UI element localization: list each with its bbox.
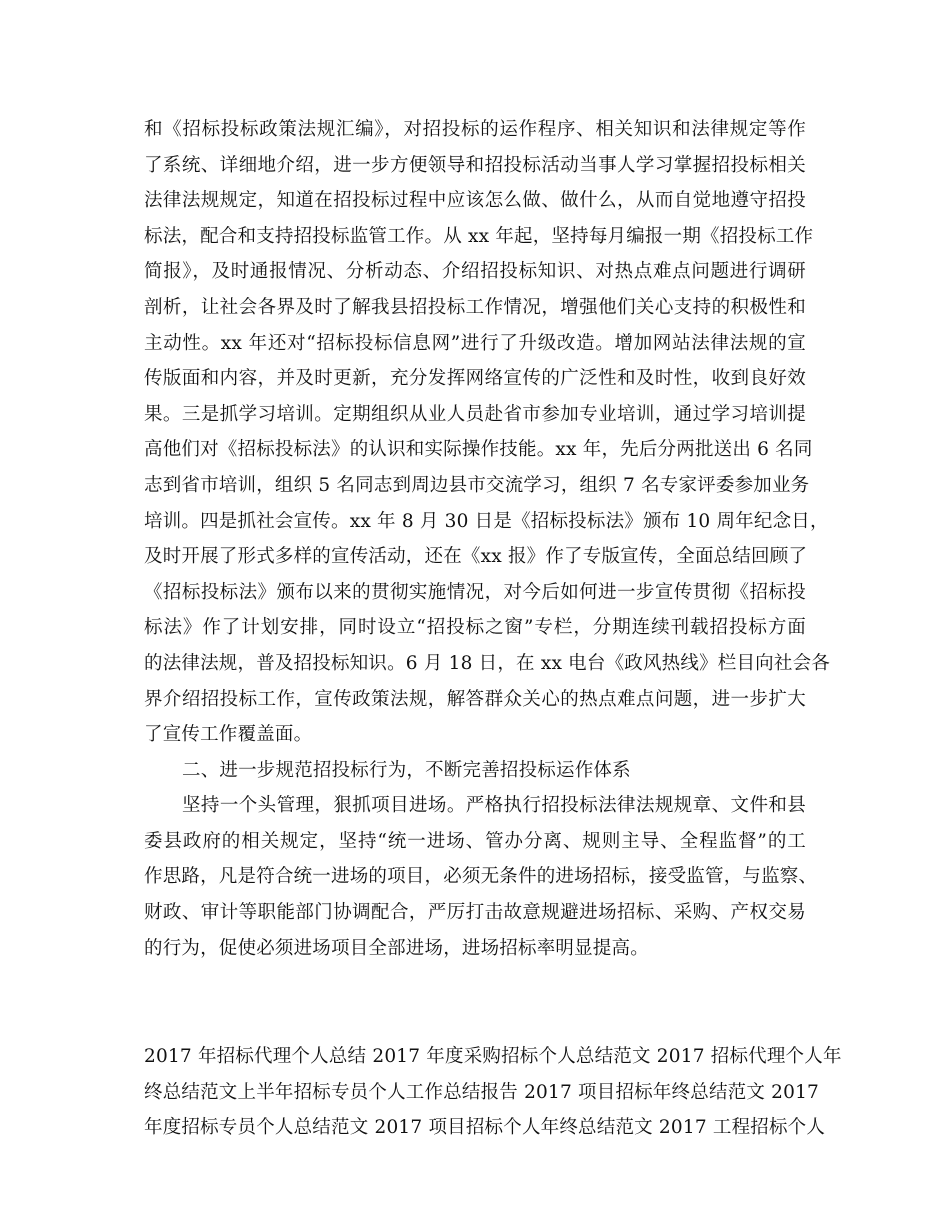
body-line: 标法》作了计划安排，同时设立“招投标之窗”专栏，分期连续刊载招投标方面 — [144, 617, 806, 639]
body-line: 果。三是抓学习培训。定期组织从业人员赴省市参加专业培训，通过学习培训提 — [144, 403, 806, 425]
body-line: 了系统、详细地介绍，进一步方便领导和招投标活动当事人学习掌握招投标相关 — [144, 154, 806, 176]
document-body — [144, 112, 830, 966]
body-line: 界介绍招投标工作，宣传政策法规，解答群众关心的热点难点问题，进一步扩大 — [144, 688, 806, 710]
section-line: 坚持一个头管理，狠抓项目进场。严格执行招投标法律法规规章、文件和县 — [182, 795, 806, 817]
body-line: 志到省市培训，组织 5 名同志到周边县市交流学习，组织 7 名专家评委参加业务 — [144, 474, 810, 496]
section-line: 委县政府的相关规定，坚持“统一进场、管办分离、规则主导、全程监督”的工 — [144, 830, 806, 852]
body-line: 简报》，及时通报情况、分析动态、介绍招投标知识、对热点难点问题进行调研 — [144, 261, 806, 283]
body-line: 的法律法规，普及招投标知识。6 月 18 日，在 xx 电台《政风热线》栏目向社会各 — [144, 652, 830, 674]
body-line: 及时开展了形式多样的宣传活动，还在《xx 报》作了专版宣传，全面总结回顾了 — [144, 546, 808, 568]
body-line: 了宣传工作覆盖面。 — [144, 724, 313, 746]
body-line: 《招标投标法》颁布以来的贯彻实施情况，对今后如何进一步宣传贯彻《招标投 — [144, 581, 806, 603]
body-line: 高他们对《招标投标法》的认识和实际操作技能。xx 年，先后分两批送出 6 名同 — [144, 439, 813, 461]
body-line: 剖析，让社会各界及时了解我县招投标工作情况，增强他们关心支持的积极性和 — [144, 296, 806, 318]
section-line: 财政、审计等职能部门协调配合，严厉打击故意规避进场招标、采购、产权交易 — [144, 902, 806, 924]
section-line: 作思路，凡是符合统一进场的项目，必须无条件的进场招标，接受监管，与监察、 — [144, 866, 818, 888]
section-heading: 二、进一步规范招投标行为，不断完善招投标运作体系 — [182, 759, 631, 781]
related-articles-line: 年度招标专员个人总结范文 2017 项目招标个人年终总结范文 2017 工程招标个人 — [144, 1117, 826, 1139]
body-line: 标法，配合和支持招投标监管工作。从 xx 年起，坚持每月编报一期《招投标工作 — [144, 225, 814, 247]
body-line: 和《招标投标政策法规汇编》，对招投标的运作程序、相关知识和法律规定等作 — [144, 119, 806, 140]
body-line: 传版面和内容，并及时更新，充分发挥网络宣传的广泛性和及时性，收到良好效 — [144, 368, 806, 390]
related-articles-line: 2017 年招标代理个人总结 2017 年度采购招标个人总结范文 2017 招标代理个人年 — [144, 1046, 842, 1067]
related-articles — [144, 1039, 842, 1146]
section-line: 的行为，促使必须进场项目全部进场，进场招标率明显提高。 — [144, 937, 649, 959]
related-articles-line: 终总结范文上半年招标专员个人工作总结报告 2017 项目招标年终总结范文 2017 — [144, 1081, 820, 1103]
body-line: 法律法规规定，知道在招投标过程中应该怎么做、做什么，从而自觉地遵守招投 — [144, 190, 806, 212]
body-line: 主动性。xx 年还对“招标投标信息网”进行了升级改造。增加网站法律法规的宣 — [144, 332, 806, 354]
body-line: 培训。四是抓社会宣传。xx 年 8 月 30 日是《招标投标法》颁布 10 周年纪念日， — [144, 510, 829, 532]
